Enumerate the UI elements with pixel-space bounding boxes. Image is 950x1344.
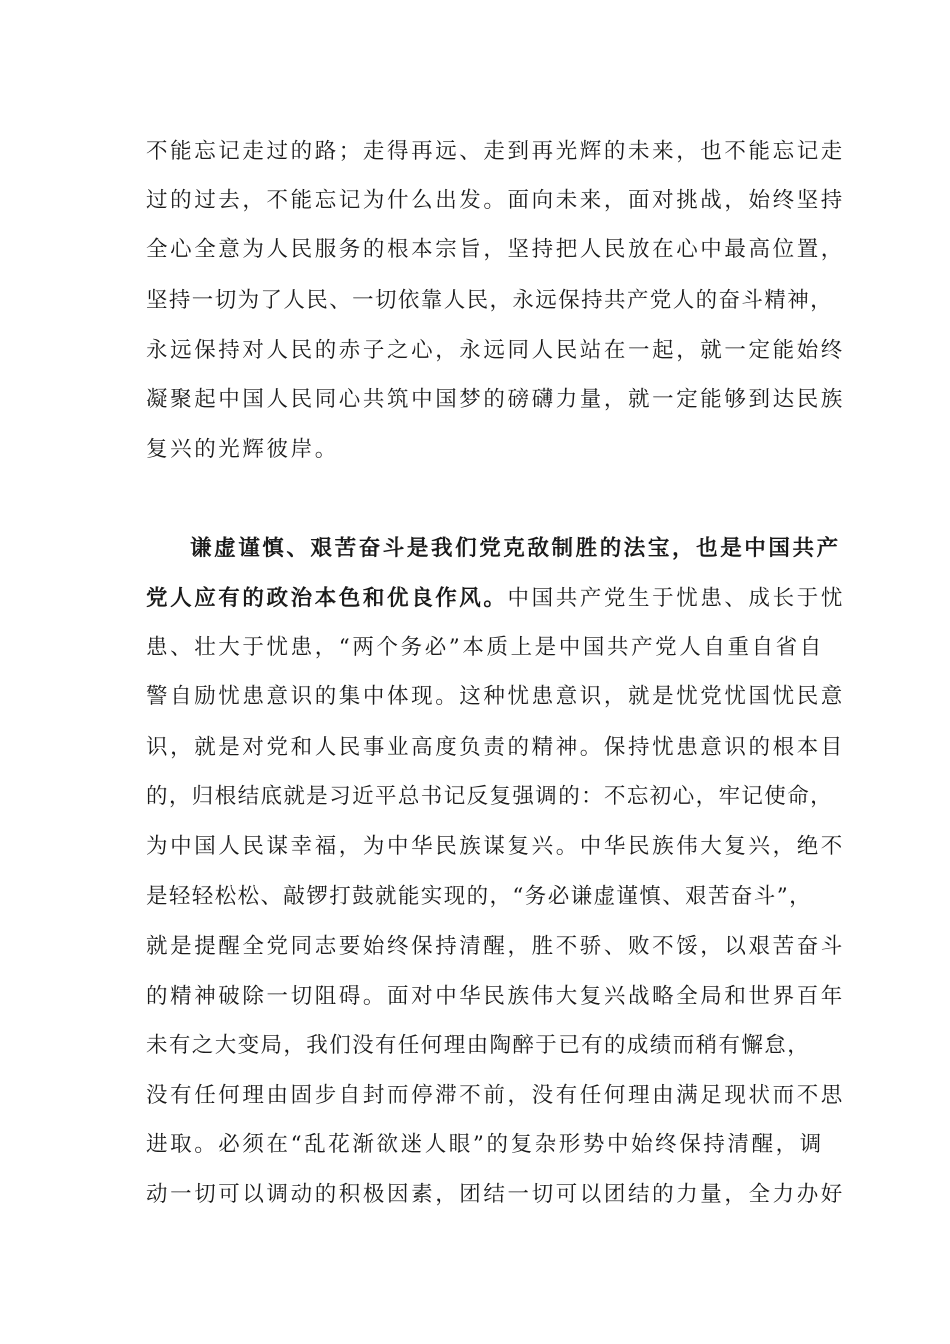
paragraph-1-line-4: 坚持一切为了人民、一切依靠人民，永远保持共产党人的奋斗精神， — [146, 288, 834, 313]
paragraph-1-line-3: 全心全意为人民服务的根本宗旨，坚持把人民放在心中最高位置， — [146, 237, 845, 262]
paragraph-2-line-2-rest: 中国共产党生于忧患、成长于忧 — [507, 586, 845, 611]
paragraph-1-line-1: 不能忘记走过的路；走得再远、走到再光辉的未来，也不能忘记走 — [146, 139, 845, 164]
paragraph-2-line-5: 识，就是对党和人民事业高度负责的精神。保持忧患意识的根本目 — [146, 735, 845, 760]
paragraph-2-heading-line-2: 党人应有的政治本色和优良作风。 — [146, 586, 508, 611]
paragraph-2-heading-line-1: 谦虚谨慎、艰苦奋斗是我们党克敌制胜的法宝，也是中国共产 — [190, 536, 841, 561]
paragraph-2-line-11: 未有之大变局，我们没有任何理由陶醉于已有的成绩而稍有懈怠， — [146, 1033, 811, 1058]
paragraph-2-line-13: 进取。必须在“乱花渐欲迷人眼”的复杂形势中始终保持清醒，调 — [146, 1132, 824, 1157]
paragraph-1-line-6: 凝聚起中国人民同心共筑中国梦的磅礴力量，就一定能够到达民族 — [146, 387, 845, 412]
paragraph-2-line-10: 的精神破除一切阻碍。面对中华民族伟大复兴战略全局和世界百年 — [146, 984, 845, 1009]
paragraph-2-line-12: 没有任何理由固步自封而停滞不前，没有任何理由满足现状而不思 — [146, 1083, 845, 1108]
paragraph-1-line-5: 永远保持对人民的赤子之心，永远同人民站在一起，就一定能始终 — [146, 338, 845, 363]
paragraph-2-line-2 — [146, 584, 845, 614]
paragraph-1-line-7: 复兴的光辉彼岸。 — [146, 437, 339, 462]
paragraph-1-line-2: 过的过去，不能忘记为什么出发。面向未来，面对挑战，始终坚持 — [146, 188, 845, 213]
paragraph-2-line-7: 为中国人民谋幸福，为中华民族谋复兴。中华民族伟大复兴，绝不 — [146, 834, 845, 859]
paragraph-2-line-8: 是轻轻松松、敲锣打鼓就能实现的，“务必谦虚谨慎、艰苦奋斗”， — [146, 884, 812, 909]
paragraph-2-line-4: 警自励忧患意识的集中体现。这种忧患意识，就是忧党忧国忧民意 — [146, 684, 845, 709]
paragraph-2-line-3: 患、壮大于忧患，“两个务必”本质上是中国共产党人自重自省自 — [146, 635, 824, 660]
paragraph-2-line-6: 的，归根结底就是习近平总书记反复强调的：不忘初心，牢记使命， — [146, 784, 834, 809]
paragraph-2-line-9: 就是提醒全党同志要始终保持清醒，胜不骄、败不馁，以艰苦奋斗 — [146, 934, 845, 959]
paragraph-2-line-14: 动一切可以调动的积极因素，团结一切可以团结的力量，全力办好 — [146, 1182, 845, 1207]
